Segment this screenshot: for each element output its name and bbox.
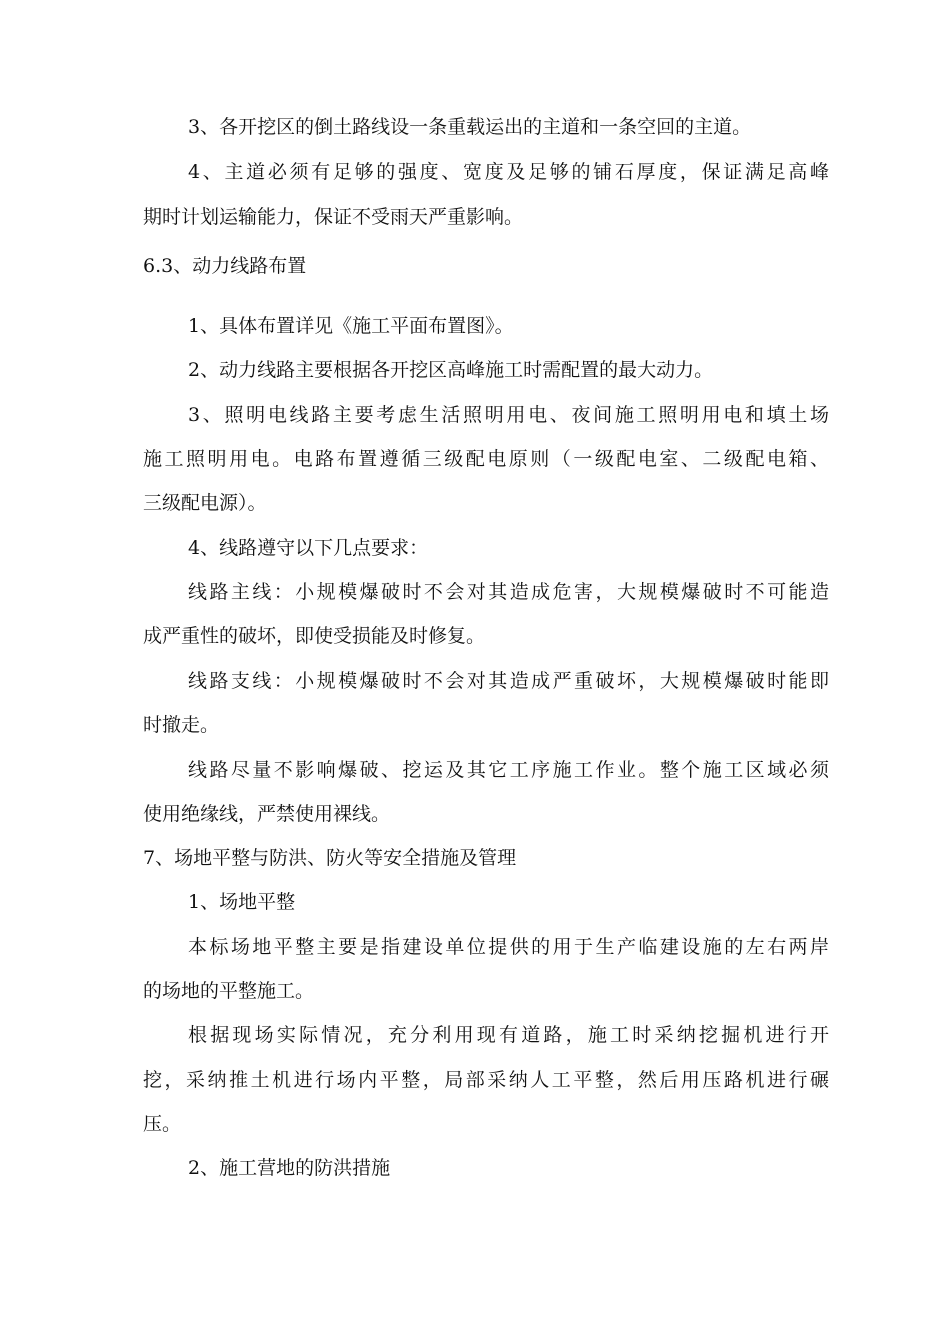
paragraph-line: 施工照明用电。电路布置遵循三级配电原则（一级配电室、二级配电箱、 (143, 448, 829, 470)
section-heading: 6.3、动力线路布置 (143, 255, 307, 277)
paragraph-line: 时撤走。 (143, 714, 220, 736)
paragraph-line: 线路主线：小规模爆破时不会对其造成危害，大规模爆破时不可能造 (188, 581, 829, 603)
paragraph-line: 1、场地平整 (188, 891, 296, 913)
paragraph-line: 压。 (143, 1113, 182, 1135)
paragraph-line: 挖，采纳推土机进行场内平整，局部采纳人工平整，然后用压路机进行碾 (143, 1069, 829, 1091)
paragraph-line: 2、动力线路主要根据各开挖区高峰施工时需配置的最大动力。 (188, 359, 714, 381)
paragraph-line: 1、具体布置详见《施工平面布置图》。 (188, 315, 514, 337)
paragraph-line: 4、线路遵守以下几点要求： (188, 537, 429, 559)
paragraph-line: 使用绝缘线，严禁使用裸线。 (143, 803, 391, 825)
paragraph-line: 根据现场实际情况，充分利用现有道路，施工时采纳挖掘机进行开 (188, 1024, 829, 1046)
paragraph-line: 线路支线：小规模爆破时不会对其造成严重破坏，大规模爆破时能即 (188, 670, 829, 692)
paragraph-line: 三级配电源）。 (143, 492, 267, 514)
section-heading: 7、场地平整与防洪、防火等安全措施及管理 (143, 847, 517, 869)
paragraph-line: 本标场地平整主要是指建设单位提供的用于生产临建设施的左右两岸 (188, 936, 829, 958)
paragraph-line: 3、照明电线路主要考虑生活照明用电、夜间施工照明用电和填土场 (188, 404, 829, 426)
paragraph-line: 的场地的平整施工。 (143, 980, 315, 1002)
paragraph-line: 成严重性的破坏，即使受损能及时修复。 (143, 625, 486, 647)
paragraph-line: 线路尽量不影响爆破、挖运及其它工序施工作业。整个施工区域必须 (188, 759, 829, 781)
paragraph-line: 4、主道必须有足够的强度、宽度及足够的铺石厚度，保证满足高峰 (188, 161, 829, 183)
paragraph-line: 2、施工营地的防洪措施 (188, 1157, 391, 1179)
paragraph-line: 期时计划运输能力，保证不受雨天严重影响。 (143, 206, 524, 228)
paragraph-line: 3、各开挖区的倒土路线设一条重载运出的主道和一条空回的主道。 (188, 116, 752, 138)
